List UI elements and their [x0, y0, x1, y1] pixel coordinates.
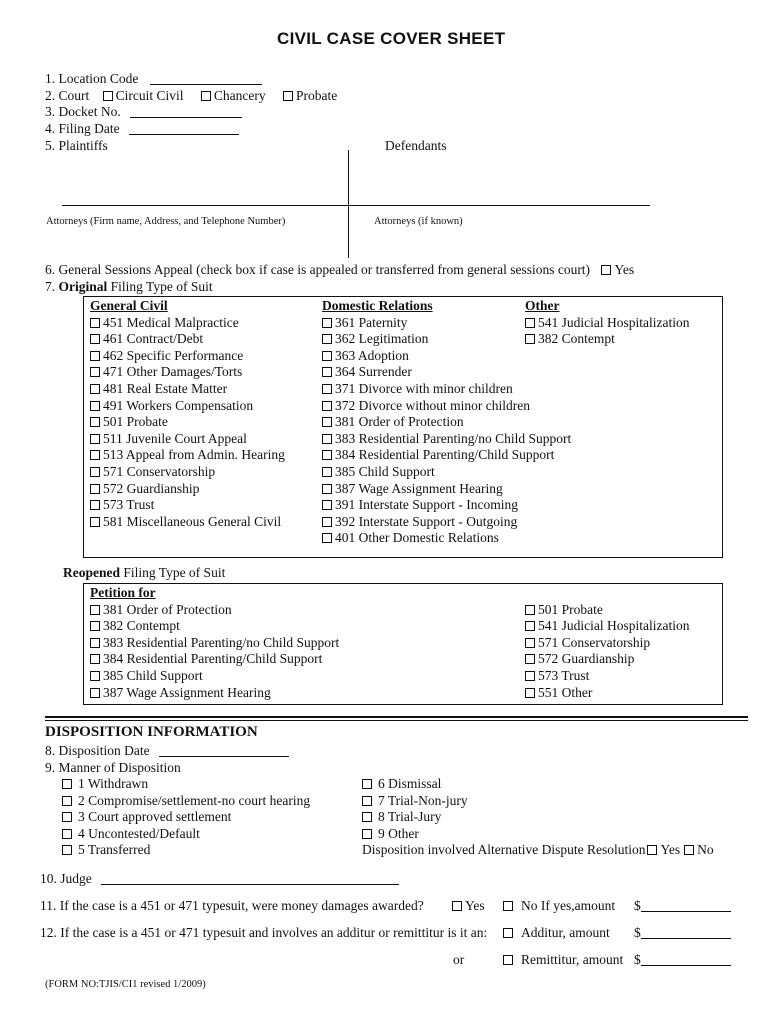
court-circuit-civil-checkbox[interactable] — [103, 91, 113, 101]
general-civil-label: 461 Contract/Debt — [103, 331, 204, 347]
q11-amount-field[interactable] — [641, 899, 731, 912]
general-civil-checkbox[interactable] — [90, 434, 100, 444]
domestic-relations-checkbox[interactable] — [322, 351, 332, 361]
petition-left-item — [90, 618, 339, 635]
general-civil-checkbox[interactable] — [90, 467, 100, 477]
general-civil-checkbox[interactable] — [90, 367, 100, 377]
other-checkbox[interactable] — [525, 334, 535, 344]
petition-right-label: 541 Judicial Hospitalization — [538, 618, 690, 634]
disposition-right-label: 9 Other — [378, 825, 419, 841]
petition-left-item — [90, 602, 339, 619]
attorneys-plaintiff-label: Attorneys (Firm name, Address, and Telephone Number) — [46, 216, 286, 227]
filing-date-row — [45, 121, 239, 137]
judge-label: 10. Judge — [40, 871, 92, 886]
other-heading: Other — [525, 298, 560, 313]
disposition-divider-bottom — [45, 720, 748, 721]
petition-left-label: 383 Residential Parenting/no Child Support — [103, 634, 340, 650]
disposition-left-label: 4 Uncontested/Default — [78, 825, 200, 841]
other-column — [525, 298, 689, 348]
parties-divider — [348, 150, 349, 258]
domestic-relations-checkbox[interactable] — [322, 334, 332, 344]
petition-right-label: 551 Other — [538, 684, 593, 700]
adr-no-checkbox[interactable] — [684, 845, 694, 855]
court-label: 2. Court — [45, 88, 90, 103]
disposition-left-label: 3 Court approved settlement — [78, 809, 232, 825]
domestic-relations-label: 385 Child Support — [335, 463, 435, 479]
q12-remittitur-amount-field[interactable] — [641, 953, 731, 966]
domestic-relations-item — [322, 481, 571, 498]
disposition-date-row — [45, 743, 289, 759]
adr-yes-label: Yes — [660, 842, 681, 858]
q11-yes-checkbox[interactable] — [452, 901, 462, 911]
q12-additur-amount-field[interactable] — [641, 926, 731, 939]
appeal-yes-label: Yes — [614, 262, 635, 277]
petition-right-checkbox[interactable] — [525, 638, 535, 648]
disposition-right-item — [362, 809, 714, 826]
q12-remittitur-amount — [634, 952, 731, 968]
petition-left-label: 387 Wage Assignment Hearing — [103, 684, 271, 700]
general-civil-column — [90, 298, 285, 530]
q12-additur-amount — [634, 925, 731, 941]
general-civil-label: 581 Miscellaneous General Civil — [103, 513, 282, 529]
petition-right-checkbox[interactable] — [525, 621, 535, 631]
domestic-relations-item — [322, 514, 571, 531]
defendants-label: Defendants — [385, 138, 447, 153]
petition-left-checkbox[interactable] — [90, 671, 100, 681]
q11-label: 11. If the case is a 451 or 471 typesuit, were money damages awarded? — [40, 898, 424, 913]
domestic-relations-label: 391 Interstate Support - Incoming — [335, 497, 518, 513]
disposition-left-checkbox[interactable] — [62, 845, 72, 855]
petition-right-column — [525, 602, 689, 702]
general-civil-checkbox[interactable] — [90, 450, 100, 460]
q12-additur — [503, 925, 610, 941]
general-civil-label: 462 Specific Performance — [103, 347, 244, 363]
location-code-row — [45, 71, 262, 87]
filing-date-field[interactable] — [129, 122, 239, 135]
domestic-relations-label: 362 Legitimation — [335, 331, 429, 347]
domestic-relations-item — [322, 348, 571, 365]
petition-left-item — [90, 668, 339, 685]
docket-row — [45, 104, 242, 120]
petition-right-item — [525, 602, 689, 619]
adr-row — [362, 842, 714, 859]
petition-left-label: 385 Child Support — [103, 667, 203, 683]
disposition-left-item — [62, 809, 310, 826]
general-civil-item — [90, 348, 285, 365]
general-civil-item — [90, 447, 285, 464]
disposition-right-column — [362, 776, 714, 859]
petition-left-checkbox[interactable] — [90, 621, 100, 631]
petition-right-checkbox[interactable] — [525, 688, 535, 698]
disposition-right-checkbox[interactable] — [362, 779, 372, 789]
page-title: CIVIL CASE COVER SHEET — [277, 29, 506, 48]
reopened-bold-label: Reopened — [63, 565, 120, 580]
domestic-relations-checkbox[interactable] — [322, 384, 332, 394]
domestic-relations-label: 361 Paternity — [335, 314, 408, 330]
general-civil-item — [90, 514, 285, 531]
appeal-row — [45, 262, 634, 278]
location-code-label: 1. Location Code — [45, 71, 139, 86]
domestic-relations-checkbox[interactable] — [322, 533, 332, 543]
domestic-relations-label: 383 Residential Parenting/no Child Support — [335, 430, 572, 446]
disposition-right-checkbox[interactable] — [362, 812, 372, 822]
domestic-relations-item — [322, 431, 571, 448]
domestic-relations-checkbox[interactable] — [322, 434, 332, 444]
general-civil-label: 511 Juvenile Court Appeal — [103, 430, 247, 446]
general-civil-checkbox[interactable] — [90, 318, 100, 328]
petition-right-label: 573 Trust — [538, 667, 590, 683]
q11-no-label: No If yes,amount — [521, 898, 616, 913]
general-civil-label: 451 Medical Malpractice — [103, 314, 239, 330]
domestic-relations-item — [322, 381, 571, 398]
domestic-relations-item — [322, 414, 571, 431]
other-checkbox[interactable] — [525, 318, 535, 328]
petition-right-label: 572 Guardianship — [538, 651, 635, 667]
q12-dollar2-label: $ — [634, 952, 641, 967]
petition-left-label: 382 Contempt — [103, 618, 180, 634]
judge-field[interactable] — [101, 872, 399, 885]
general-civil-checkbox[interactable] — [90, 500, 100, 510]
q12-or-label: or — [453, 952, 465, 967]
general-civil-item — [90, 381, 285, 398]
parties-line — [62, 205, 650, 206]
q11-yes — [452, 898, 485, 914]
general-civil-label: 501 Probate — [103, 414, 168, 430]
domestic-relations-label: 372 Divorce without minor children — [335, 397, 530, 413]
other-item — [525, 331, 689, 348]
judge-row — [40, 871, 399, 887]
q12-additur-label: Additur, amount — [521, 925, 610, 940]
domestic-relations-label: 371 Divorce with minor children — [335, 380, 513, 396]
q12-dollar-label: $ — [634, 925, 641, 940]
domestic-relations-item — [322, 464, 571, 481]
general-civil-label: 513 Appeal from Admin. Hearing — [103, 447, 285, 463]
disposition-right-item — [362, 776, 714, 793]
petition-right-item — [525, 651, 689, 668]
location-code-field[interactable] — [150, 72, 262, 85]
domestic-relations-checkbox[interactable] — [322, 467, 332, 477]
domestic-relations-item — [322, 530, 571, 547]
domestic-relations-item — [322, 497, 571, 514]
domestic-relations-item — [322, 364, 571, 381]
q11-yes-label: Yes — [465, 898, 485, 913]
other-label: 382 Contempt — [538, 331, 615, 347]
adr-no-label: No — [697, 842, 714, 858]
petition-right-item — [525, 618, 689, 635]
domestic-relations-checkbox[interactable] — [322, 318, 332, 328]
disposition-left-label: 2 Compromise/settlement-no court hearing — [78, 792, 311, 808]
domestic-relations-item — [322, 447, 571, 464]
q11-no — [503, 898, 615, 914]
disposition-right-label: 7 Trial-Non-jury — [378, 792, 468, 808]
original-number: 7. — [45, 279, 59, 294]
q12-remittitur — [503, 952, 623, 968]
original-filing-heading — [45, 279, 213, 295]
adr-label: Disposition involved Alternative Dispute Resolution — [362, 842, 646, 858]
q11-dollar-label: $ — [634, 898, 641, 913]
docket-field[interactable] — [130, 105, 242, 118]
reopened-label-rest: Filing Type of Suit — [120, 565, 226, 580]
disposition-left-item — [62, 842, 310, 859]
petition-right-checkbox[interactable] — [525, 654, 535, 664]
general-civil-item — [90, 431, 285, 448]
court-probate-checkbox[interactable] — [283, 91, 293, 101]
disposition-left-checkbox[interactable] — [62, 796, 72, 806]
disposition-left-label: 1 Withdrawn — [78, 776, 149, 791]
disposition-heading: DISPOSITION INFORMATION — [45, 724, 258, 740]
court-row — [45, 88, 337, 104]
general-civil-checkbox[interactable] — [90, 334, 100, 344]
general-civil-checkbox[interactable] — [90, 517, 100, 527]
docket-label: 3. Docket No. — [45, 104, 121, 119]
plaintiffs-label: 5. Plaintiffs — [45, 138, 108, 153]
disposition-right-item — [362, 793, 714, 810]
domestic-relations-label: 364 Surrender — [335, 364, 412, 380]
appeal-yes-checkbox[interactable] — [601, 265, 611, 275]
original-bold-label: Original — [58, 279, 108, 294]
petition-right-label: 501 Probate — [538, 601, 603, 617]
general-civil-item — [90, 464, 285, 481]
general-civil-checkbox[interactable] — [90, 351, 100, 361]
petition-left-checkbox[interactable] — [90, 605, 100, 615]
q12-remittitur-label: Remittitur, amount — [521, 952, 624, 967]
general-civil-label: 571 Conservatorship — [103, 463, 216, 479]
attorneys-defendant-label: Attorneys (if known) — [374, 216, 463, 227]
general-civil-label: 491 Workers Compensation — [103, 397, 254, 413]
domestic-relations-item — [322, 398, 571, 415]
general-civil-item — [90, 481, 285, 498]
general-civil-item — [90, 497, 285, 514]
general-civil-item — [90, 364, 285, 381]
petition-right-item — [525, 685, 689, 702]
petition-left-checkbox[interactable] — [90, 654, 100, 664]
petition-right-item — [525, 635, 689, 652]
disposition-left-item — [62, 793, 310, 810]
disposition-left-column — [62, 776, 310, 859]
general-civil-item — [90, 315, 285, 332]
petition-right-item — [525, 668, 689, 685]
disposition-left-checkbox[interactable] — [62, 812, 72, 822]
petition-right-checkbox[interactable] — [525, 671, 535, 681]
disposition-date-field[interactable] — [159, 744, 289, 757]
domestic-relations-checkbox[interactable] — [322, 484, 332, 494]
petition-for-heading: Petition for — [90, 585, 156, 600]
q12-label: 12. If the case is a 451 or 471 typesuit and involves an additur or remittitur is it an: — [40, 925, 488, 940]
domestic-relations-checkbox[interactable] — [322, 367, 332, 377]
petition-left-checkbox[interactable] — [90, 688, 100, 698]
manner-of-disposition-label: 9. Manner of Disposition — [45, 760, 181, 775]
court-option-label: Probate — [296, 88, 338, 103]
reopened-filing-heading — [63, 565, 225, 581]
petition-left-item — [90, 651, 339, 668]
disposition-left-item — [62, 826, 310, 843]
court-option-label: Circuit Civil — [115, 88, 184, 103]
domestic-relations-checkbox[interactable] — [322, 517, 332, 527]
domestic-relations-checkbox[interactable] — [322, 401, 332, 411]
disposition-left-checkbox[interactable] — [62, 779, 72, 789]
domestic-relations-checkbox[interactable] — [322, 417, 332, 427]
petition-left-item — [90, 635, 339, 652]
court-option-label: Chancery — [213, 88, 266, 103]
disposition-divider-top — [45, 716, 748, 718]
q11-amount — [634, 898, 731, 914]
general-civil-checkbox[interactable] — [90, 401, 100, 411]
domestic-relations-label: 401 Other Domestic Relations — [335, 530, 499, 546]
disposition-left-label: 5 Transferred — [78, 842, 151, 858]
domestic-relations-label: 384 Residential Parenting/Child Support — [335, 447, 555, 463]
q12-remittitur-checkbox[interactable] — [503, 955, 513, 965]
disposition-right-checkbox[interactable] — [362, 796, 372, 806]
disposition-right-item — [362, 826, 714, 843]
domestic-relations-label: 381 Order of Protection — [335, 414, 464, 430]
general-civil-label: 572 Guardianship — [103, 480, 200, 496]
petition-right-checkbox[interactable] — [525, 605, 535, 615]
general-civil-checkbox[interactable] — [90, 384, 100, 394]
domestic-relations-heading: Domestic Relations — [322, 298, 433, 313]
disposition-date-label: 8. Disposition Date — [45, 743, 150, 758]
petition-left-checkbox[interactable] — [90, 638, 100, 648]
petition-left-label: 381 Order of Protection — [103, 601, 232, 617]
disposition-left-item — [62, 776, 310, 793]
domestic-relations-checkbox[interactable] — [322, 500, 332, 510]
form-number-footer: (FORM NO:TJIS/CI1 revised 1/2009) — [45, 979, 206, 990]
petition-left-label: 384 Residential Parenting/Child Support — [103, 651, 323, 667]
q11-no-checkbox[interactable] — [503, 901, 513, 911]
general-civil-item — [90, 398, 285, 415]
domestic-relations-label: 363 Adoption — [335, 347, 409, 363]
general-civil-label: 481 Real Estate Matter — [103, 380, 228, 396]
disposition-right-checkbox[interactable] — [362, 829, 372, 839]
petition-left-column — [90, 585, 339, 701]
original-label-rest: Filing Type of Suit — [107, 279, 213, 294]
disposition-right-label: 6 Dismissal — [378, 776, 442, 791]
appeal-label: 6. General Sessions Appeal (check box if case is appealed or transferred from general sessions court) — [45, 262, 591, 277]
general-civil-label: 573 Trust — [103, 497, 155, 513]
domestic-relations-label: 387 Wage Assignment Hearing — [335, 480, 503, 496]
other-item — [525, 315, 689, 332]
disposition-right-label: 8 Trial-Jury — [378, 809, 442, 825]
general-civil-checkbox[interactable] — [90, 484, 100, 494]
general-civil-heading: General Civil — [90, 298, 168, 313]
petition-left-item — [90, 685, 339, 702]
adr-yes-checkbox[interactable] — [647, 845, 657, 855]
general-civil-item — [90, 331, 285, 348]
q12-additur-checkbox[interactable] — [503, 928, 513, 938]
general-civil-item — [90, 414, 285, 431]
court-chancery-checkbox[interactable] — [201, 91, 211, 101]
general-civil-label: 471 Other Damages/Torts — [103, 364, 243, 380]
filing-date-label: 4. Filing Date — [45, 121, 120, 136]
other-label: 541 Judicial Hospitalization — [538, 314, 690, 330]
petition-right-label: 571 Conservatorship — [538, 634, 651, 650]
domestic-relations-checkbox[interactable] — [322, 450, 332, 460]
general-civil-checkbox[interactable] — [90, 417, 100, 427]
disposition-left-checkbox[interactable] — [62, 829, 72, 839]
domestic-relations-label: 392 Interstate Support - Outgoing — [335, 513, 518, 529]
